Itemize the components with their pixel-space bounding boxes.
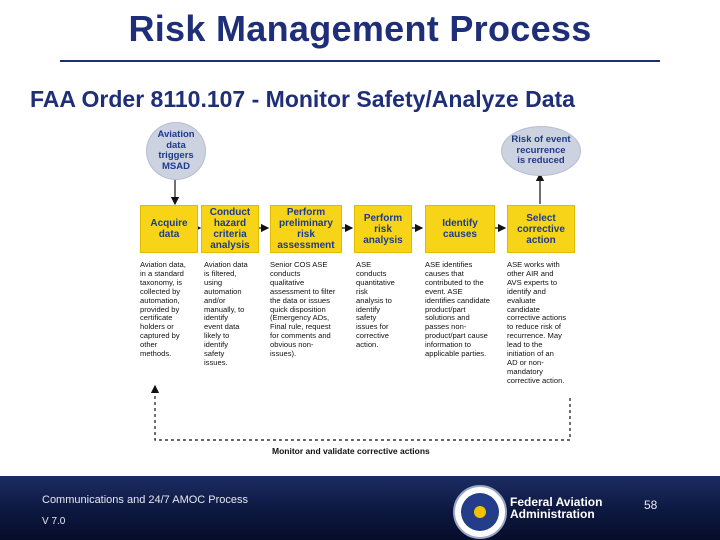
step-identify-causes-description: ASE identifies causes that contributed to the event. ASE identifies candidate product/part solutions and passes non- product/part cause information to applicable parties. — [425, 261, 491, 359]
start-node-oval: Aviation data triggers MSAD — [146, 122, 206, 180]
step-identify-causes: Identify causes — [425, 205, 495, 253]
step-acquire-data: Acquire data — [140, 205, 198, 253]
step-acquire-data-description: Aviation data, in a standard taxonomy, is collected by automation, provided by certificate holders or captured by other methods. — [140, 261, 186, 359]
step-conduct-hazard-criteria-analysis: Conduct hazard criteria analysis — [201, 205, 259, 253]
slide-subtitle: FAA Order 8110.107 - Monitor Safety/Analyze Data — [30, 86, 575, 112]
slide-number: 58 — [644, 498, 658, 512]
title-divider — [60, 60, 660, 62]
feedback-loop-label: Monitor and validate corrective actions — [272, 446, 430, 456]
step-preliminary-assessment-description: Senior COS ASE conducts qualitative assessment to filter the data or issues quick disposition (Emergency ADs, Final rule, request for comments and obvious non- issues). — [270, 261, 336, 359]
step-select-corrective-action: Select corrective action — [507, 205, 575, 253]
process-diagram — [0, 118, 720, 468]
faa-seal-logo — [453, 485, 507, 539]
step-hazard-analysis-description: Aviation data is filtered, using automation and/or manually, to identify event data likely to identify safety issues. — [204, 261, 248, 367]
end-node-oval: Risk of event recurrence is reduced — [501, 126, 581, 176]
seal-emblem — [474, 506, 486, 518]
step-perform-risk-analysis: Perform risk analysis — [354, 205, 412, 253]
step-corrective-action-description: ASE works with other AIR and AVS experts to identify and evaluate candidate corrective actions to reduce risk of recurrence. May lead to the initiation of an AD or non- mandatory corrective action. — [507, 261, 567, 385]
footer-course-title: Communications and 24/7 AMOC Process — [42, 494, 249, 506]
step-perform-preliminary-risk-assessment: Perform preliminary risk assessment — [270, 205, 342, 253]
seal-inner-ring — [461, 493, 499, 531]
slide-footer — [0, 476, 720, 540]
footer-version: V 7.0 — [42, 516, 66, 527]
slide-title: Risk Management Process — [128, 8, 592, 49]
step-risk-analysis-description: ASE conducts quantitative risk analysis to identify safety issues for corrective action. — [356, 261, 395, 350]
agency-name: Federal Aviation Administration — [510, 495, 603, 521]
